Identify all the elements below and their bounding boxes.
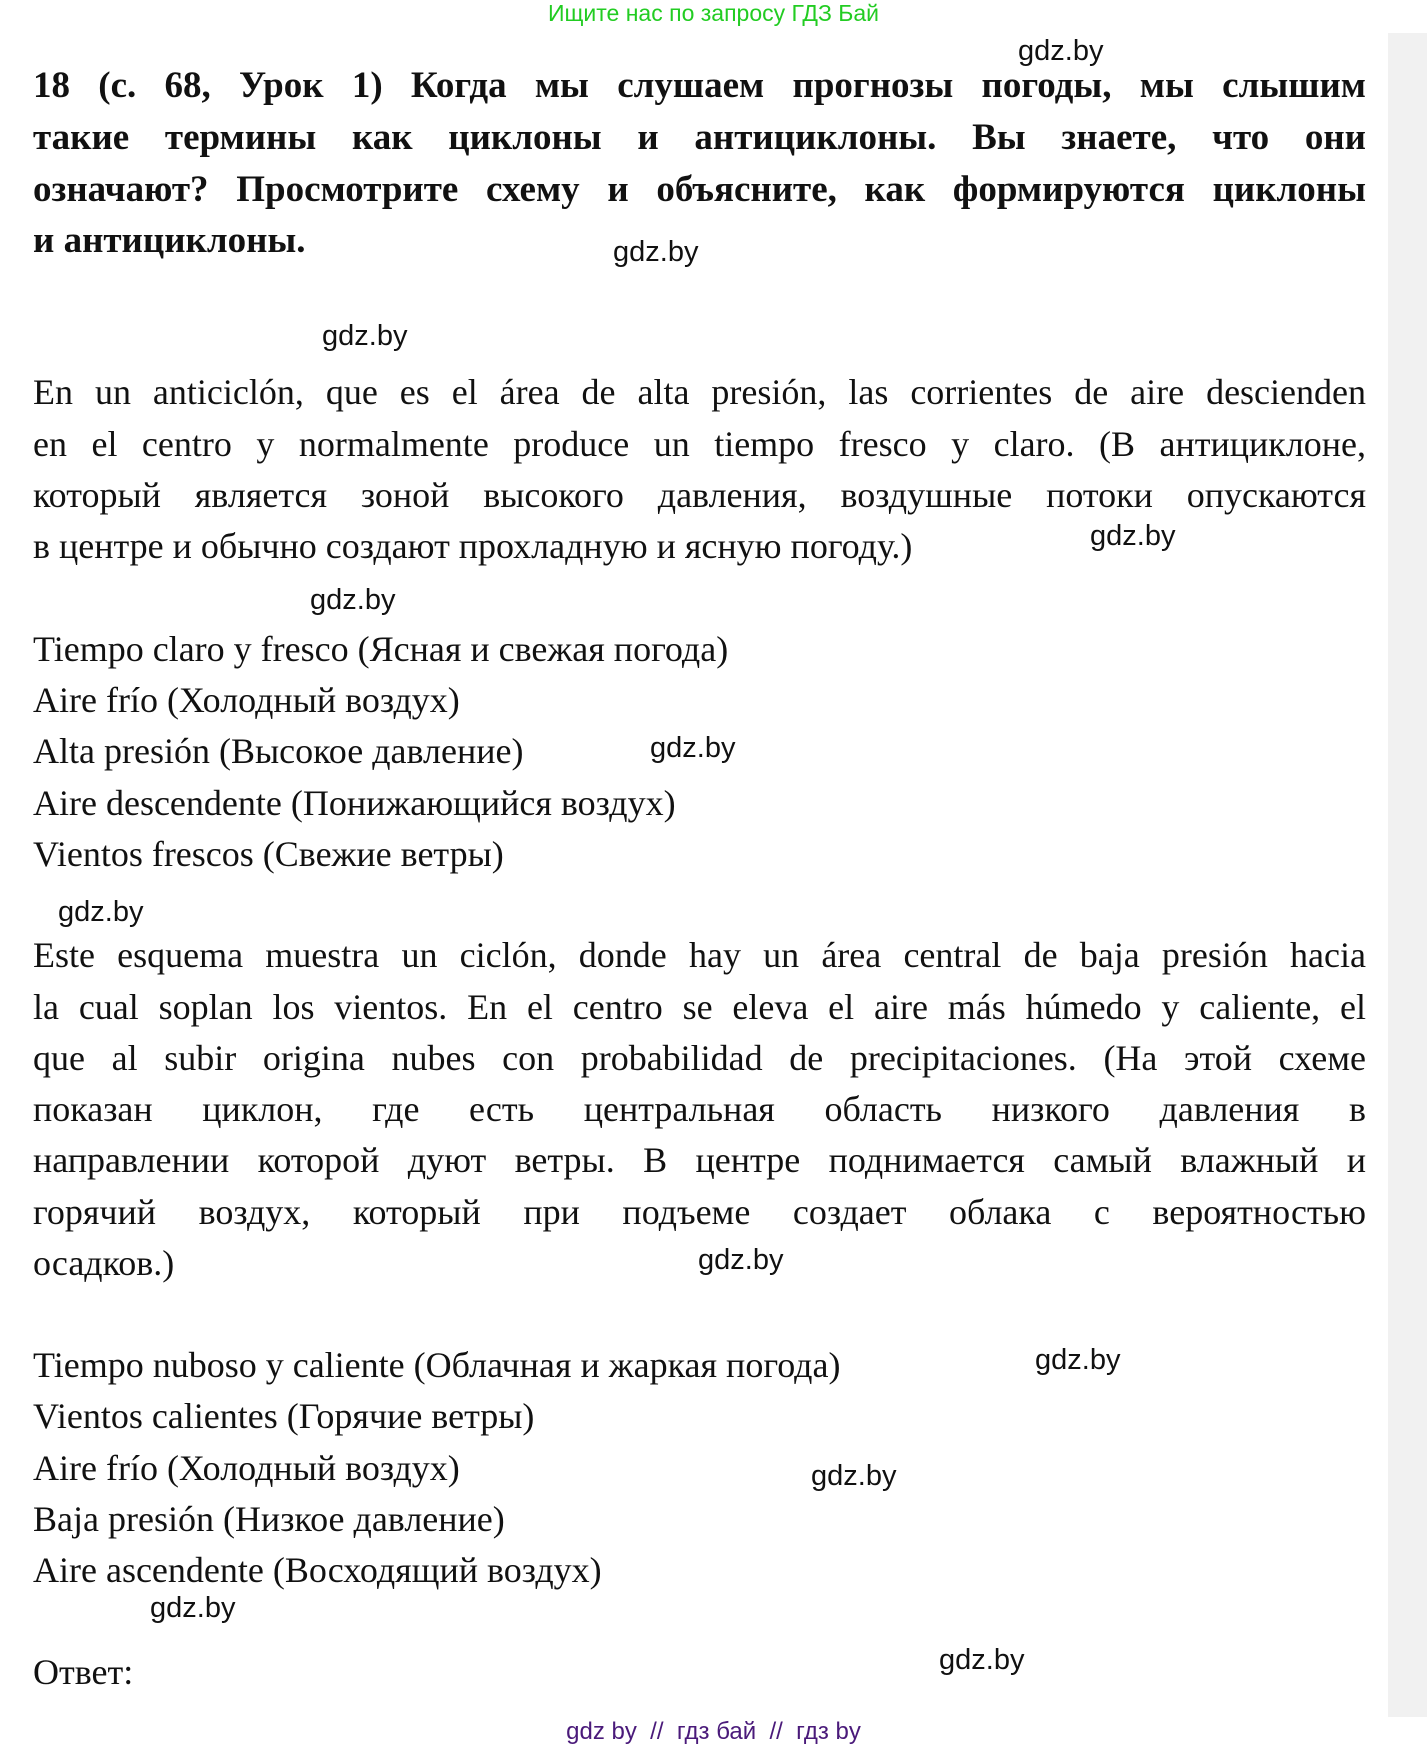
list-item: Tiempo nuboso y caliente (Облачная и жаркая погода) xyxy=(33,1345,841,1385)
list-item: Aire ascendente (Восходящий воздух) xyxy=(33,1550,602,1590)
paragraph-line: que al subir origina nubes con probabilidad de precipitaciones. (На этой схеме xyxy=(33,1038,1366,1078)
answer-label: Ответ: xyxy=(33,1652,134,1692)
footer-text[interactable]: gdz by // гдз бай // гдз by xyxy=(566,1718,861,1745)
side-panel xyxy=(1388,33,1427,1717)
watermark: gdz.by xyxy=(650,732,736,764)
watermark: gdz.by xyxy=(811,1460,897,1492)
paragraph-line: En un anticiclón, que es el área de alta presión, las corrientes de aire descienden xyxy=(33,372,1366,412)
task-title-line: и антициклоны. xyxy=(33,220,306,261)
task-title-line: означают? Просмотрите схему и объясните, как формируются циклоны xyxy=(33,169,1366,210)
list-item: Vientos calientes (Горячие ветры) xyxy=(33,1396,535,1436)
list-item: Vientos frescos (Свежие ветры) xyxy=(33,834,504,874)
list-item: Aire frío (Холодный воздух) xyxy=(33,1448,460,1488)
paragraph-line: la cual soplan los vientos. En el centro se eleva el aire más húmedo y caliente, el xyxy=(33,987,1366,1027)
paragraph-line: направлении которой дуют ветры. В центре поднимается самый влажный и xyxy=(33,1140,1366,1180)
watermark: gdz.by xyxy=(58,896,144,928)
paragraph-line: осадков.) xyxy=(33,1243,175,1283)
watermark: gdz.by xyxy=(322,320,408,352)
watermark: gdz.by xyxy=(1035,1344,1121,1376)
watermark: gdz.by xyxy=(1090,520,1176,552)
task-title-line: 18 (с. 68, Урок 1) Когда мы слушаем прогнозы погоды, мы слышим xyxy=(33,65,1366,106)
watermark: gdz.by xyxy=(613,236,699,268)
paragraph-line: показан циклон, где есть центральная область низкого давления в xyxy=(33,1089,1366,1129)
watermark: gdz.by xyxy=(150,1592,236,1624)
paragraph-line: горячий воздух, который при подъеме создает облака с вероятностью xyxy=(33,1192,1366,1232)
footer-links[interactable] xyxy=(0,1718,1427,1746)
list-item: Baja presión (Низкое давление) xyxy=(33,1499,505,1539)
watermark: gdz.by xyxy=(1018,35,1104,67)
watermark: gdz.by xyxy=(939,1644,1025,1676)
watermark: gdz.by xyxy=(310,584,396,616)
paragraph-line: Este esquema muestra un ciclón, donde hay un área central de baja presión hacia xyxy=(33,935,1366,975)
list-item: Aire descendente (Понижающийся воздух) xyxy=(33,783,676,823)
paragraph-line: en el centro y normalmente produce un tiempo fresco y claro. (В антициклоне, xyxy=(33,424,1366,464)
list-item: Tiempo claro y fresco (Ясная и свежая погода) xyxy=(33,629,729,669)
watermark: gdz.by xyxy=(698,1244,784,1276)
search-banner[interactable]: Ищите нас по запросу ГДЗ Бай xyxy=(547,0,880,26)
task-title-line: такие термины как циклоны и антициклоны. Вы знаете, что они xyxy=(33,117,1366,158)
list-item: Aire frío (Холодный воздух) xyxy=(33,680,460,720)
paragraph-line: в центре и обычно создают прохладную и ясную погоду.) xyxy=(33,526,913,566)
list-item: Alta presión (Высокое давление) xyxy=(33,731,524,771)
paragraph-line: который является зоной высокого давления, воздушные потоки опускаются xyxy=(33,475,1366,515)
